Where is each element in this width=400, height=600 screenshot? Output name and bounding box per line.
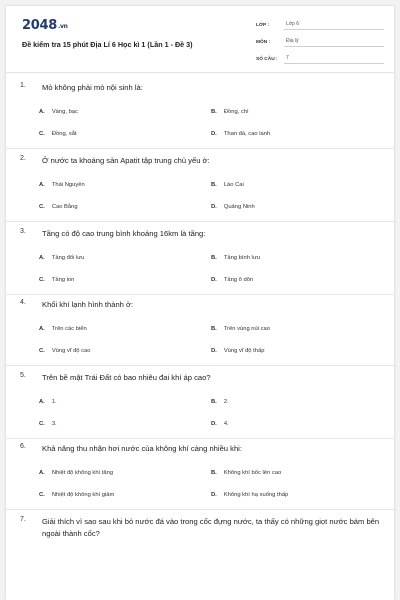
question-3 xyxy=(6,228,394,295)
option-b[interactable] xyxy=(211,399,229,405)
option-d[interactable] xyxy=(211,131,270,137)
option-text: Đồng, sắt xyxy=(51,131,77,137)
option-label: A. xyxy=(39,470,45,476)
question-text: Trên bề mặt Trái Đất có bao nhiêu đai khí áp cao? xyxy=(42,373,211,382)
option-text: Cao Bằng xyxy=(51,204,78,210)
logo-suffix: .vn xyxy=(57,23,68,30)
question-number: 6. xyxy=(20,443,26,450)
question-5 xyxy=(6,372,394,439)
option-label: B. xyxy=(211,182,217,188)
option-text: 4. xyxy=(223,421,229,427)
question-4 xyxy=(6,299,394,366)
option-label: B. xyxy=(211,109,217,115)
option-text: Tầng ion xyxy=(51,277,75,283)
class-label: LỚP : xyxy=(256,23,270,28)
option-label: D. xyxy=(211,348,217,354)
option-a[interactable] xyxy=(39,470,113,476)
question-1 xyxy=(6,82,394,149)
option-text: 1. xyxy=(51,399,57,405)
option-text: Lào Cai xyxy=(223,182,244,188)
option-a[interactable] xyxy=(39,326,87,332)
question-text: Khối khí lạnh hình thành ở: xyxy=(42,300,134,309)
option-label: C. xyxy=(39,277,45,283)
option-label: D. xyxy=(211,277,217,283)
option-label: B. xyxy=(211,326,217,332)
option-text: Quảng Ninh xyxy=(223,204,255,210)
option-text: Trên vùng núi cao xyxy=(223,326,271,332)
question-number: 3. xyxy=(20,228,26,235)
option-label: A. xyxy=(39,326,45,332)
option-c[interactable] xyxy=(39,421,57,427)
logo-main: 2048 xyxy=(22,18,57,33)
option-b[interactable] xyxy=(211,470,281,476)
option-text: Trên các biển xyxy=(51,326,87,332)
option-text: 2. xyxy=(223,399,229,405)
meta-row-count xyxy=(256,50,384,64)
class-value: Lớp 6 xyxy=(284,21,384,30)
option-label: B. xyxy=(211,470,217,476)
option-label: D. xyxy=(211,492,217,498)
option-label: D. xyxy=(211,131,217,137)
option-text: Vùng vĩ độ thấp xyxy=(223,348,265,354)
option-label: C. xyxy=(39,204,45,210)
question-6 xyxy=(6,443,394,510)
option-label: B. xyxy=(211,399,217,405)
option-label: C. xyxy=(39,421,45,427)
option-d[interactable] xyxy=(211,421,229,427)
option-d[interactable] xyxy=(211,348,264,354)
option-text: Không khí bốc lên cao xyxy=(223,470,282,476)
option-text: Tầng bình lưu xyxy=(223,255,260,261)
meta-row-subject xyxy=(256,33,384,47)
question-count-label: SỐ CÂU : xyxy=(256,57,278,62)
option-d[interactable] xyxy=(211,204,255,210)
option-label: C. xyxy=(39,131,45,137)
option-c[interactable] xyxy=(39,204,78,210)
option-b[interactable] xyxy=(211,326,270,332)
option-label: D. xyxy=(211,421,217,427)
option-a[interactable] xyxy=(39,109,78,115)
question-text: Giải thích vì sao sau khi bỏ nước đá vào trong cốc đựng nước, ta thấy có những giọt nước bám bên ngoài thành cốc? xyxy=(42,517,380,538)
option-text: Vàng, bạc xyxy=(51,109,78,115)
option-label: A. xyxy=(39,182,45,188)
question-text: Ở nước ta khoáng sản Apatit tập trung chủ yếu ở: xyxy=(42,156,210,165)
question-text: Khả năng thu nhận hơi nước của không khí càng nhiều khi: xyxy=(42,444,242,453)
option-text: Than đá, cao lanh xyxy=(223,131,271,137)
option-label: D. xyxy=(211,204,217,210)
option-b[interactable] xyxy=(211,182,244,188)
worksheet-page xyxy=(6,6,394,600)
option-c[interactable] xyxy=(39,277,74,283)
option-b[interactable] xyxy=(211,109,249,115)
option-label: A. xyxy=(39,109,45,115)
worksheet-title: Đề kiểm tra 15 phút Địa Lí 6 Học kì 1 (Lần 1 - Đề 3) xyxy=(22,40,193,49)
worksheet-header xyxy=(6,6,394,73)
option-label: C. xyxy=(39,348,45,354)
option-text: Nhiệt độ không khí giảm xyxy=(51,492,115,498)
question-count-value: 7 xyxy=(284,55,384,64)
option-label: C. xyxy=(39,492,45,498)
option-c[interactable] xyxy=(39,492,114,498)
meta-row-class xyxy=(256,16,384,30)
subject-value: Địa lý xyxy=(284,38,384,47)
option-b[interactable] xyxy=(211,255,260,261)
question-number: 2. xyxy=(20,155,26,162)
option-label: A. xyxy=(39,399,45,405)
question-number: 4. xyxy=(20,299,26,306)
question-text: Mỏ không phải mỏ nội sinh là: xyxy=(42,83,143,92)
worksheet-meta xyxy=(256,16,384,67)
option-text: 3. xyxy=(51,421,57,427)
option-text: Tầng đối lưu xyxy=(51,255,85,261)
option-a[interactable] xyxy=(39,255,84,261)
question-text: Tầng có độ cao trung bình khoảng 16km là tầng: xyxy=(42,229,206,238)
subject-label: MÔN : xyxy=(256,40,271,45)
option-a[interactable] xyxy=(39,182,85,188)
option-text: Không khí hạ xuống thấp xyxy=(223,492,289,498)
option-c[interactable] xyxy=(39,348,91,354)
option-text: Đồng, chì xyxy=(223,109,249,115)
question-number: 7. xyxy=(20,516,26,523)
option-label: B. xyxy=(211,255,217,261)
option-text: Nhiệt độ không khí tăng xyxy=(51,470,114,476)
option-c[interactable] xyxy=(39,131,77,137)
option-text: Vùng vĩ độ cao xyxy=(51,348,91,354)
question-2 xyxy=(6,155,394,222)
question-number: 1. xyxy=(20,82,26,89)
site-logo[interactable] xyxy=(22,18,68,33)
question-number: 5. xyxy=(20,372,26,379)
option-a[interactable] xyxy=(39,399,57,405)
option-text: Thái Nguyên xyxy=(51,182,85,188)
option-d[interactable] xyxy=(211,277,253,283)
question-7 xyxy=(6,516,394,586)
option-label: A. xyxy=(39,255,45,261)
option-d[interactable] xyxy=(211,492,288,498)
option-text: Tầng ô dôn xyxy=(223,277,254,283)
